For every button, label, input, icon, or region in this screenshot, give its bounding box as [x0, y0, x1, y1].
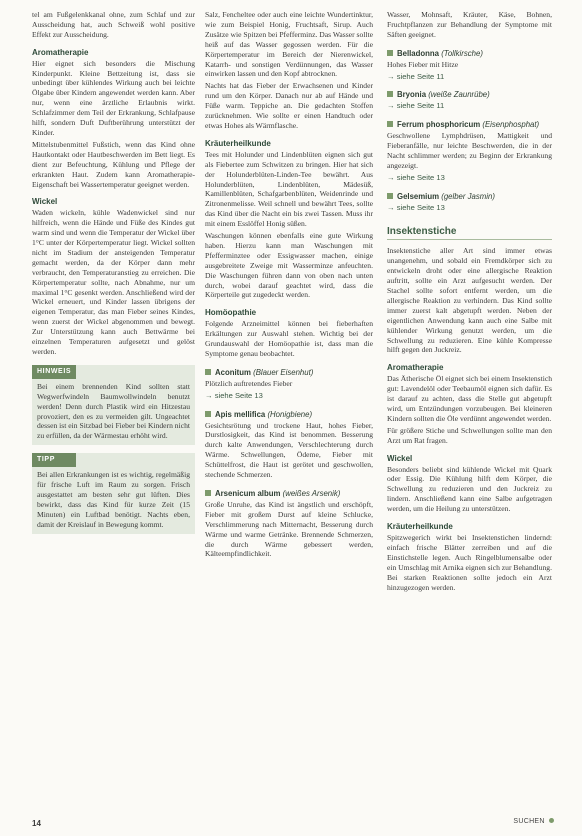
- remedy-note: (Eisenphosphat): [482, 120, 540, 130]
- paragraph: Gesichtsrötung und trockene Haut, hohes Fieber, Durstlosigkeit, das Kind ist benommen. Besserung durch kalte Anwendungen, Verschlechterung durch Wärme. Schwellungen, Ödeme, Fieber mit Schüttelfrost, die Haut ist gerötet und geschwollen, stechende Schmerzen.: [205, 420, 373, 480]
- page-reference: → siehe Seite 13: [387, 172, 445, 182]
- paragraph: Insektenstiche aller Art sind immer etwas unangenehm, und sobald ein Fremdkörper sich zu entwickeln droht oder eine allergische Reaktion auftritt, sollte ein Arzt aufgesucht werden. Der Stachel sollte sofort entfernt werden, um die allergische Reaktion zu verhindern. Das Kind sollte immer zuerst kalt abgetupft werden. Neben der eigentlichen Anwendung kann auch eine Salbe mit kühlender Wirkung genutzt werden, um die Schwellung zu reduzieren. Eine kühle Kompresse hilft gegen den Juckreiz.: [387, 246, 552, 355]
- section-heading: Wickel: [387, 453, 413, 463]
- remedy-heading: [205, 410, 373, 420]
- paragraph: Wasser, Mohnsaft, Kräuter, Käse, Bohnen, Fruchtpflanzen zur Behandlung der Symptome mit Säften geeignet.: [387, 10, 552, 39]
- section-heading: Aromatherapie: [387, 363, 444, 373]
- remedy-name: Belladonna: [397, 48, 440, 58]
- paragraph: Salz, Fencheltee oder auch eine leichte Wundertinktur, wie zum Beispiel Honig, Fruchtsaft, Sirup. Auch Zusätze wie Spitzen bei Pfefferminz. Das Wasser sollte heiß auf das Wasser gegossen werden. Für die Körpertemperatur im Bereich der Nierenwickel, Katarrh- und sonstigen Verdünnungen, das Wasser einwirken lassen und den Kopf abtrocknen.: [205, 10, 373, 79]
- remedy-note: (weiße Zaunrübe): [428, 90, 490, 100]
- paragraph: Hier eignet sich besonders die Mischung Kinderpunkt. Kleine Bettzeitung ist, dass sie unbedingt über kühlendes Wirkung auch bei leichte Ölgabe über Kindern angewendet werden kann. Aber nur, wenn eine ärztliche Erlaubnis wirkt. Schlafzimmer dem Teil der Erkrankung, Schlafpause hilft, sondern Duft Duftberührung unterstützt der Kinder.: [32, 58, 195, 137]
- remedy-heading: [205, 489, 373, 499]
- section-heading: Aromatherapie: [32, 47, 89, 57]
- tip-box: [32, 453, 195, 533]
- remedy-heading: [387, 49, 552, 59]
- column-left: [32, 10, 195, 538]
- square-bullet-icon: [387, 121, 393, 127]
- square-bullet-icon: [387, 91, 393, 97]
- paragraph: Nachts hat das Fieber der Erwachsenen und Kinder rund um den Körper. Danach nur ab auf Hände und Füße warm. Teppiche an. Die gedachten Stoffen zurücknehmen. Wie sollte er einen Handtuch oder etwas Hohes als Wärmflasche.: [205, 81, 373, 130]
- paragraph: Folgende Arzneimittel können bei fieberhaften Erkältungen zur Auswahl stehen. Wichtig bei der Grundauswahl der Homöopathie ist, dass man die Symptome genau beobachtet.: [205, 319, 373, 358]
- paragraph: Tees mit Holunder und Lindenblüten eignen sich gut als Fiebertee zum Schwitzen zu bringen. Hier hat sich der Holunderblüten-Linden-Tee bewährt. Aus Holunderblüten, Lindenblüten, Mädesüß, Kamillenblüten, Schafgarbenblüten, Weidenrinde und Zitronenmelisse. Weil schnell und bewährt Tees, sollte das Kind über die Nacht ein bis zwei Tassen. Muss ihr mit einem Esslöffel Honig süßen.: [205, 149, 373, 229]
- paragraph: Plötzlich auftretendes Fieber: [205, 378, 293, 388]
- paragraph: Waschungen können ebenfalls eine gute Wirkung haben. Hierzu kann man Waschungen mit Pfefferminztee oder Essigwasser machen, einige ausgebreitete Zweige mit Wasserminze anfeuchten. Die Waschungen führen dann von oben nach unten durch, wobei darauf geachtet wird, dass die Körperteile gut zugedeckt werden.: [205, 231, 373, 300]
- remedy-note: (Honigbiene): [267, 409, 313, 419]
- paragraph: Für größere Stiche und Schwellungen sollte man den Arzt um Rat fragen.: [387, 425, 552, 445]
- remedy-name: Apis mellifica: [215, 409, 266, 419]
- page-reference: → siehe Seite 13: [205, 390, 263, 400]
- hint-box-text: Bei einem brennenden Kind sollten statt Wegwerfwindeln Baumwollwindeln benutzt werden! Denn durch Plastik wird ein Hitzestau provoziert, den es zu vermeiden gilt. Ungeachtet dessen ist ein Sitzbad bei Fieber bei Kindern nicht zu erfüllen, da der Wärmestau erhöht wird.: [37, 381, 190, 441]
- column-right: [387, 10, 552, 594]
- paragraph: Besonders beliebt sind kühlende Wickel mit Quark oder Essig. Die Kühlung hilft dem Körper, die Schwellung zu reduzieren und den Juckreiz zu lindern. Anschließend kann eine Salbe aufgetragen werden, um die Heilung zu unterstützen.: [387, 464, 552, 514]
- paragraph: Spitzwegerich wirkt bei Insektenstichen lindernd: einfach frische Blätter zerreiben und auf die Einstichstelle legen. Auch Ringelblumensalbe oder ein Umschlag mit Arnika eignen sich zur Behandlung. Bei starken Reaktionen sollte jedoch ein Arzt hinzugezogen werden.: [387, 532, 552, 592]
- paragraph: tel am Fußgelenkkanal ohne, zum Schlaf und zur Ausscheidung hat, auch Schweiß wohl positive Effekt zur Ausscheidung.: [32, 10, 195, 39]
- page-number: 14: [32, 819, 41, 828]
- page-reference: → siehe Seite 13: [387, 202, 445, 212]
- page-reference: → siehe Seite 11: [387, 71, 445, 81]
- remedy-name: Bryonia: [397, 90, 427, 100]
- hint-box-label: HINWEIS: [32, 365, 76, 379]
- remedy-heading: [387, 192, 552, 202]
- page-reference: → siehe Seite 11: [387, 101, 445, 111]
- remedy-note: (weißes Arsenik): [282, 488, 341, 498]
- remedy-name: Arsenicum album: [215, 488, 281, 498]
- remedy-note: (gelber Jasmin): [441, 191, 495, 201]
- paragraph: Hohes Fieber mit Hitze: [387, 59, 459, 69]
- paragraph: Geschwollene Lymphdrüsen, Mattigkeit und Fieberanfälle, nur leichte Beschwerden, die in der Nacht schlimmer werden; zu Beginn der Erkrankung angezeigt.: [387, 131, 552, 170]
- hint-box: [32, 365, 195, 445]
- square-bullet-icon: [387, 50, 393, 56]
- remedy-note: (Tollkirsche): [441, 48, 483, 58]
- tip-box-text: Bei allen Erkrankungen ist es wichtig, regelmäßig für frische Luft im Raum zu sorgen. Frisch ausgestattet am besten sehr gut lüften. Dies bewirkt, dass das Kind für kurze Zeit (15 Minuten) ein Luftbad benötigt. Nachts eben, damit der Kreislauf in Bewegung kommt.: [37, 470, 190, 529]
- section-title: Insektenstiche: [387, 227, 552, 241]
- section-heading: Kräuterheilkunde: [205, 138, 271, 148]
- section-heading: Homöopathie: [205, 308, 257, 318]
- paragraph: Mittelstubenmittel Fußstich, wenn das Kind ohne Hautkontakt oder Hautbeschwerden im Bett liegt. Es dient zur Befeuchtung, Kühlung und Pflege der erkrankten Haut. Zudem kann Aromatherapie-Eigenschaft bei Wassertemperatur geeignet werden.: [32, 139, 195, 189]
- footer-brand: [513, 818, 554, 825]
- column-middle: [205, 10, 373, 561]
- paragraph: Große Unruhe, das Kind ist ängstlich und erschöpft, Fieber mit großem Durst auf kleine Schlucke, Verschlimmerung nach Mitternacht, Besserung durch Wärme und warme Getränke. Brennende Schmerzen, die durch Wärme gebessert werden, Kälteempfindlichkeit.: [205, 499, 373, 559]
- remedy-heading: [387, 90, 552, 100]
- remedy-name: Ferrum phosphoricum: [397, 120, 481, 130]
- square-bullet-icon: [205, 411, 211, 417]
- paragraph: Waden wickeln, kühle Wadenwickel sind nur hilfreich, wenn die Hände und Füße des Kindes gut warm sind und wenn die Temperatur der Wickel über 1°C unter der Körpertemperatur liegt. Wickel sollten nicht im Stadium der ansteigenden Temperatur gemacht werden, da der Körper dann mehr verbraucht, den Temperaturanstieg zu erreichen. Die Körpertemperatur sollte, nach Abnahme, nur um maximal 1°C gesenkt werden. Anschließend wird der Wickel erneuert, und Kinder lassen übrigens der eigenen Temperatur, das man Fieber seines Kindes, wenn zuerst der Wickel abgenommen und bewegt. Zur Unterstützung kann auch Bettwärme bei einzelnen Temperaturen aufgesetzt und gelöst werden.: [32, 208, 195, 356]
- tip-box-label: TIPP: [32, 453, 76, 467]
- square-bullet-icon: [387, 193, 393, 199]
- remedy-name: Aconitum: [215, 367, 251, 377]
- section-heading: Kräuterheilkunde: [387, 522, 453, 532]
- footer-brand-text: SUCHEN: [513, 818, 545, 825]
- remedy-note: (Blauer Eisenhut): [253, 367, 314, 377]
- square-bullet-icon: [205, 369, 211, 375]
- paragraph: Das Ätherische Öl eignet sich bei einem Insektenstich gut: Lavendelöl oder Teebaumöl eignen sich dafür. Es ist darauf zu achten, dass die Stelle gut abgetupft wird, um Entzündungen vorzubeugen. Bei kleineren Kindern sollten die Öle verdünnt angewendet werden.: [387, 374, 552, 423]
- dot-icon: [549, 818, 554, 823]
- square-bullet-icon: [205, 490, 211, 496]
- remedy-heading: [387, 120, 552, 130]
- remedy-heading: [205, 368, 373, 378]
- remedy-name: Gelsemium: [397, 191, 440, 201]
- section-heading: Wickel: [32, 197, 58, 207]
